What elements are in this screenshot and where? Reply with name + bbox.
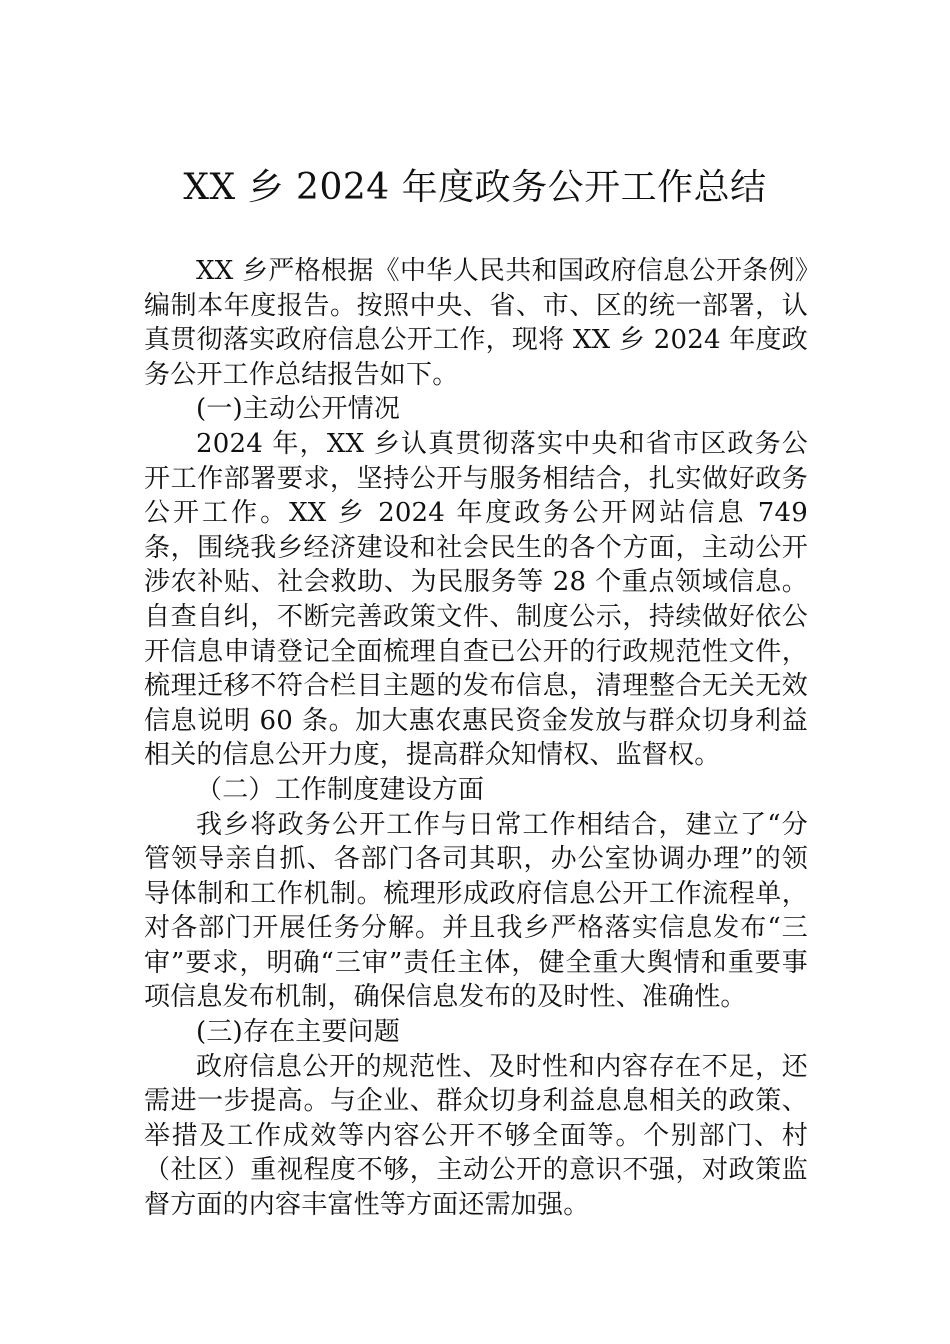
section-heading-2: （二）工作制度建设方面 (196, 774, 485, 805)
section-heading-1: (一)主动公开情况 (196, 394, 401, 425)
section-body-2: 我乡将政务公开工作与日常工作相结合，建立了“分管领导亲自抓、各部门各司其职，办公室协调办理”的领导体制和工作机制。梳理形成政府信息公开工作流程单，对各部门开展任务分解。并且我乡严格落实信息发布“三审”要求，明确“三审”责任主体，健全重大舆情和重要事项信息发布机制，确保信息发布的及时性、准确性。 (144, 809, 808, 1013)
section-body-3: 政府信息公开的规范性、及时性和内容存在不足，还需进一步提高。与企业、群众切身利益息息相关的政策、举措及工作成效等内容公开不够全面等。个别部门、村（社区）重视程度不够，主动公开的意识不强，对政策监督方面的内容丰富性等方面还需加强。 (144, 1051, 808, 1221)
intro-paragraph: XX 乡严格根据《中华人民共和国政府信息公开条例》编制本年度报告。按照中央、省、市、区的统一部署，认真贯彻落实政府信息公开工作，现将 XX 乡 2024 年度政务公开工作总结报告如下。 (144, 256, 808, 390)
section-heading-3: (三)存在主要问题 (196, 1017, 401, 1048)
section-body-1: 2024 年，XX 乡认真贯彻落实中央和省市区政务公开工作部署要求，坚持公开与服务相结合，扎实做好政务公开工作。XX 乡 2024 年度政务公开网站信息 749 条，围绕我乡经济建设和社会民生的各个方面，主动公开涉农补贴、社会救助、为民服务等 28 个重点领域信息。自查自纠，不断完善政策文件、制度公示，持续做好依公开信息申请登记全面梳理自查已公开的行政规范性文件，梳理迁移不符合栏目主题的发布信息，清理整合无关无效信息说明 60 条。加大惠农惠民资金发放与群众切身利益相关的信息公开力度，提高群众知情权、监督权。 (144, 428, 808, 771)
document-body (144, 254, 808, 1223)
document-title: XX 乡 2024 年度政务公开工作总结 (183, 167, 767, 208)
